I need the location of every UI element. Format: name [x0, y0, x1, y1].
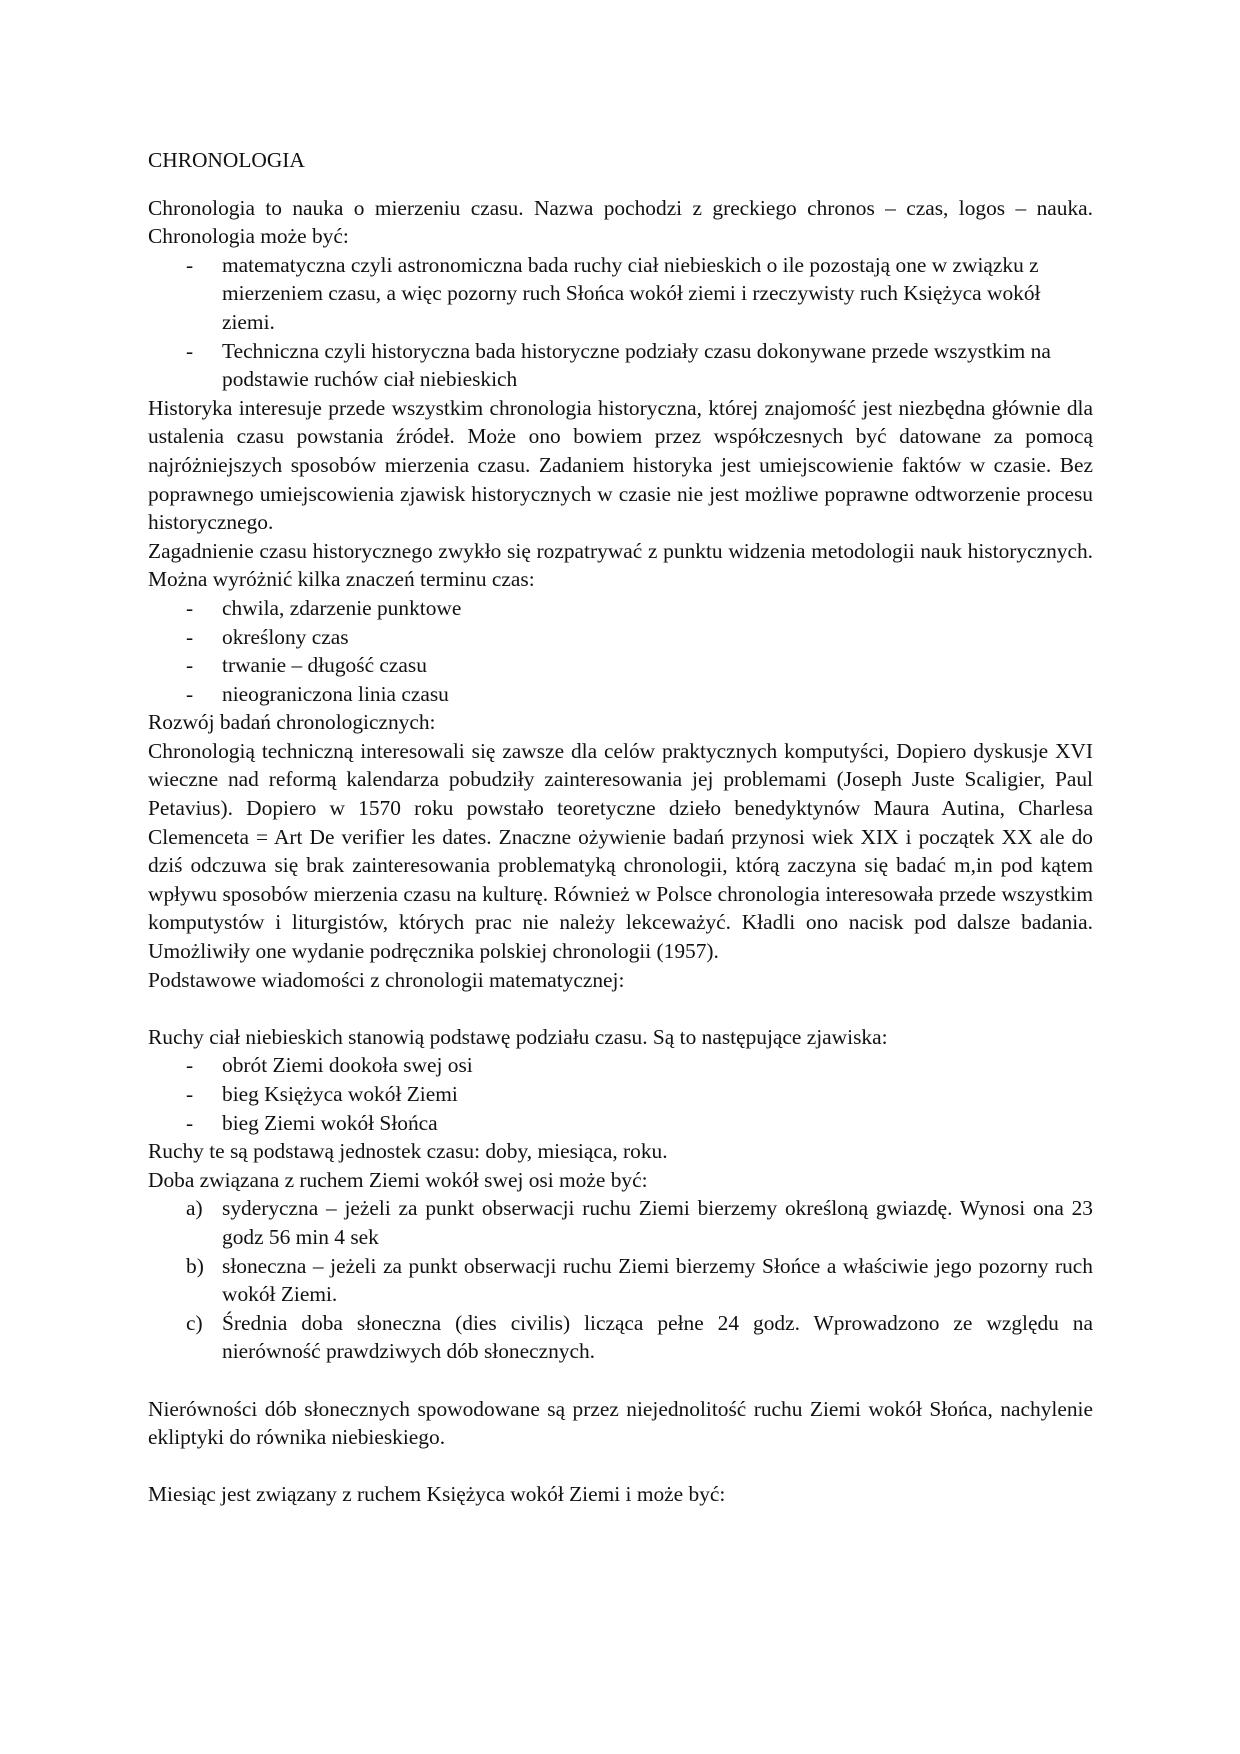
miesiac-paragraph: Miesiąc jest związany z ruchem Księżyca wokół Ziemi i może być:: [148, 1482, 726, 1507]
list-item: - Techniczna czyli historyczna bada historyczne podziały czasu dokonywane przede wszystkim na podstawie ruchów ciał niebieskich: [186, 338, 1051, 392]
list-item: - trwanie – długość czasu: [186, 653, 427, 678]
nierownosci-paragraph: Nierówności dób słonecznych spowodowane są przez niejednolitość ruchu Ziemi wokół Słońca, nachylenie ekliptyki do równika niebieskiego.: [148, 1396, 1093, 1450]
rozwoj-heading: Rozwój badań chronologicznych:: [148, 710, 436, 735]
chronology-types-list: [148, 251, 1093, 394]
ruchy-paragraph: Ruchy ciał niebieskich stanowią podstawę podziału czasu. Są to następujące zjawiska:: [148, 1024, 888, 1049]
zagadnienie-paragraph: Zagadnienie czasu historycznego zwykło się rozpatrywać z punktu widzenia metodologii nauk historycznych. Można wyróżnić kilka znaczeń terminu czas:: [148, 538, 1093, 592]
list-item: - chwila, zdarzenie punktowe: [186, 595, 462, 620]
list-item: - matematyczna czyli astronomiczna bada ruchy ciał niebieskich o ile pozostają one w związku z mierzeniem czasu, a więc pozorny ruch Słońca wokół ziemi i rzeczywisty ruch Księżyca wokół ziemi.: [186, 252, 1041, 334]
day-types-list: [148, 1194, 1093, 1366]
list-item: - obrót Ziemi dookoła swej osi: [186, 1053, 473, 1078]
document-page: [148, 146, 1093, 1509]
historyk-paragraph: Historyka interesuje przede wszystkim chronologia historyczna, której znajomość jest niezbędna głównie dla ustalenia czasu powstania źródeł. Może ono bowiem przez współczesnych być datowane za pomocą najróżniejszych sposobów mierzenia czasu. Zadaniem historyka jest umiejscowienie faktów w czasie. Bez poprawnego umiejscowienia zjawisk historycznych w czasie nie jest możliwe poprawne odtworzenie procesu historycznego.: [148, 395, 1093, 535]
list-item: - nieograniczona linia czasu: [186, 681, 449, 706]
rozwoj-paragraph: Chronologią techniczną interesowali się zawsze dla celów praktycznych komputyści, Dopiero dyskusje XVI wieczne nad reformą kalendarza pobudziły zainteresowania jej problemami (Joseph Juste Scaligier, Paul Petavius). Dopiero w 1570 roku powstało teoretyczne dzieło benedyktynów Maura Autina, Charlesa Clemenceta = Art De verifier les dates. Znaczne ożywienie badań przynosi wiek XIX i początek XX ale do dziś odczuwa się brak zainteresowania problematyką chronologii, którą zaczyna się badać m,in pod kątem wpływu sposobów mierzenia czasu na kulturę. Również w Polsce chronologia interesowała przede wszystkim komputystów i liturgistów, których prac nie należy lekceważyć. Kładli ono nacisk pod dalsze badania. Umożliwiły one wydanie podręcznika polskiej chronologii (1957).: [148, 738, 1093, 964]
list-item: b) słoneczna – jeżeli za punkt obserwacji ruchu Ziemi bierzemy Słońce a właściwie jego pozorny ruch wokół Ziemi.: [186, 1253, 1093, 1307]
intro-paragraph: Chronologia to nauka o mierzeniu czasu. Nazwa pochodzi z greckiego chronos – czas, logos – nauka. Chronologia może być:: [148, 195, 1093, 249]
phenomena-list: [148, 1051, 1093, 1137]
time-meanings-list: [148, 594, 1093, 708]
podstawowe-heading: Podstawowe wiadomości z chronologii matematycznej:: [148, 967, 625, 992]
doba-paragraph: Doba związana z ruchem Ziemi wokół swej osi może być:: [148, 1167, 648, 1192]
list-item: c) Średnia doba słoneczna (dies civilis) licząca pełne 24 godz. Wprowadzono ze względu na nierówność prawdziwych dób słonecznych.: [186, 1310, 1093, 1364]
ruchy-te-paragraph: Ruchy te są podstawą jednostek czasu: doby, miesiąca, roku.: [148, 1139, 668, 1164]
document-title: CHRONOLOGIA: [148, 148, 305, 172]
list-item: a) syderyczna – jeżeli za punkt obserwacji ruchu Ziemi bierzemy określoną gwiazdę. Wynosi ona 23 godz 56 min 4 sek: [186, 1196, 1093, 1249]
list-item: - bieg Księżyca wokół Ziemi: [186, 1082, 458, 1106]
list-item: - bieg Ziemi wokół Słońca: [186, 1110, 438, 1135]
list-item: - określony czas: [186, 624, 349, 649]
